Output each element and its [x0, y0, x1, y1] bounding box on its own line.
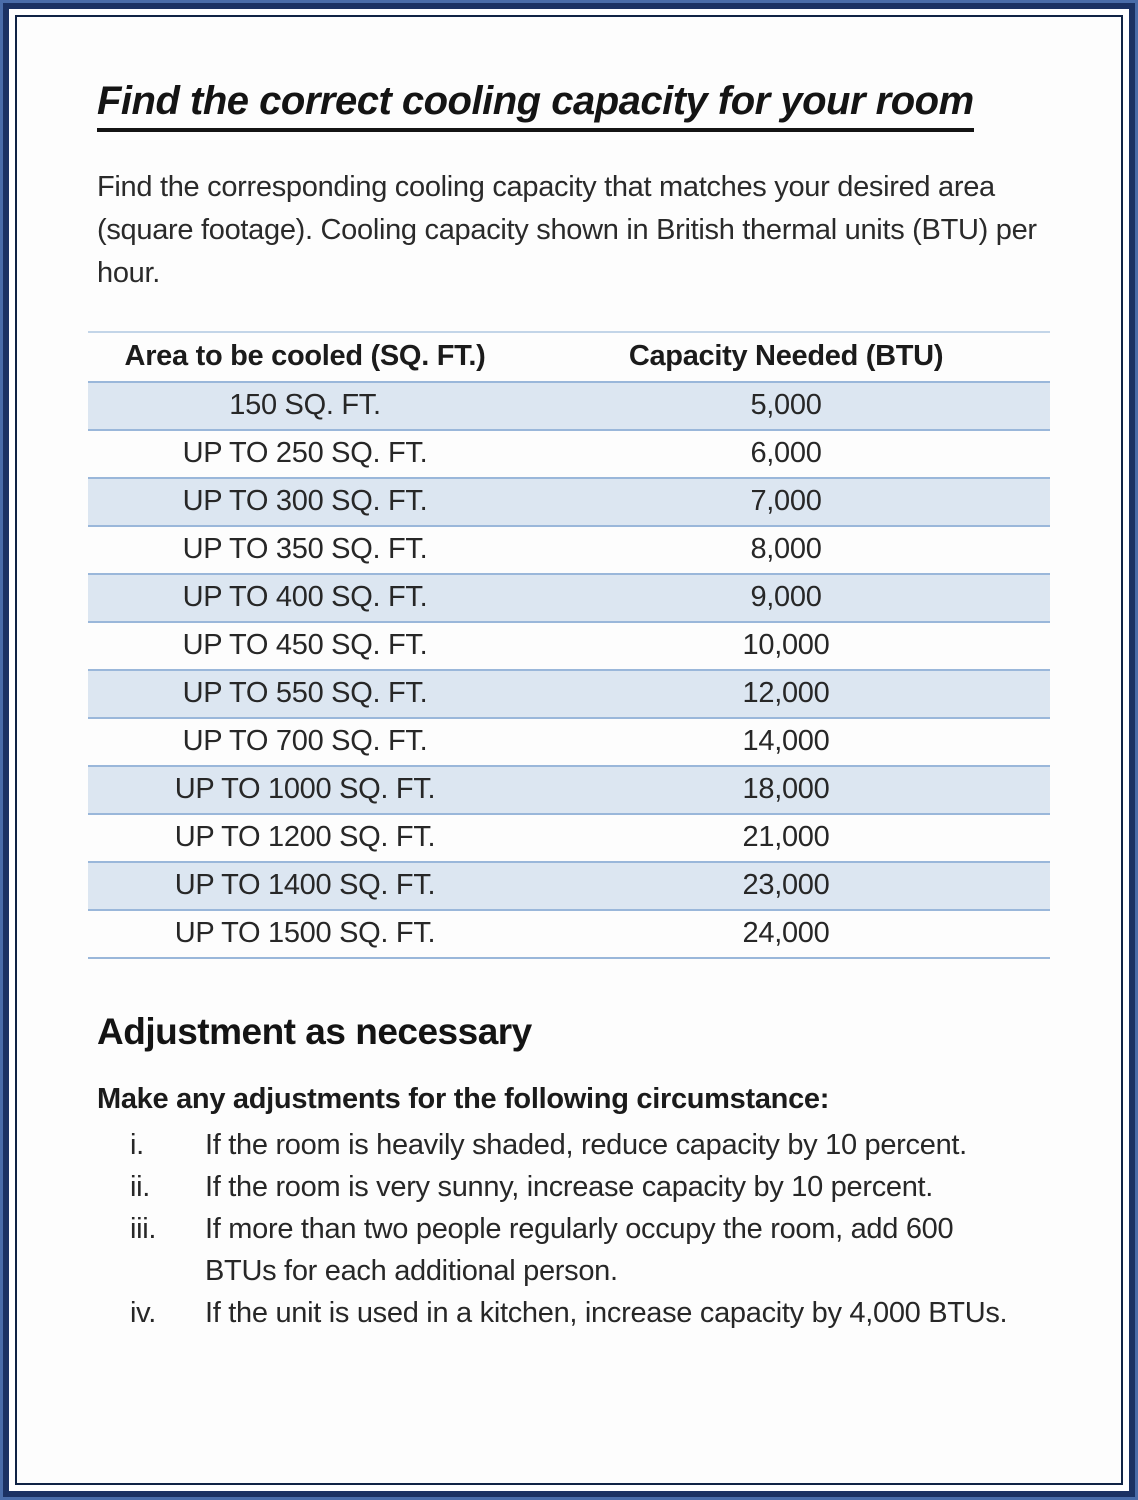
table-row — [88, 814, 1050, 862]
list-item — [97, 1124, 1041, 1166]
list-item — [97, 1292, 1041, 1334]
adjustments-heading: Adjustment as necessary — [97, 1010, 532, 1052]
area-cell: UP TO 400 SQ. FT. — [88, 574, 522, 622]
capacity-cell: 23,000 — [522, 862, 1050, 910]
list-item-text: If the unit is used in a kitchen, increase capacity by 4,000 BTUs. — [205, 1296, 1008, 1329]
intro-paragraph: Find the corresponding cooling capacity that matches your desired area (square footage). Cooling capacity shown in British thermal units (BTU) per hour. — [97, 171, 1037, 289]
page-content — [17, 17, 1121, 1334]
column-header-capacity: Capacity Needed (BTU) — [522, 332, 1050, 382]
adjustments-list — [97, 1124, 1041, 1334]
cooling-capacity-table — [88, 331, 1050, 959]
capacity-cell: 18,000 — [522, 766, 1050, 814]
page-title: Find the correct cooling capacity for your room — [97, 79, 974, 132]
table-row — [88, 382, 1050, 430]
area-cell: 150 SQ. FT. — [88, 382, 522, 430]
column-header-area: Area to be cooled (SQ. FT.) — [88, 332, 522, 382]
capacity-cell: 10,000 — [522, 622, 1050, 670]
table-row — [88, 622, 1050, 670]
area-cell: UP TO 550 SQ. FT. — [88, 670, 522, 718]
table-row — [88, 766, 1050, 814]
capacity-cell: 14,000 — [522, 718, 1050, 766]
list-item — [97, 1166, 1041, 1208]
page-border-inner-line — [15, 15, 1123, 1485]
adjustments-lead: Make any adjustments for the following circumstance: — [97, 1082, 830, 1115]
table-row — [88, 478, 1050, 526]
page-border-navy — [3, 3, 1135, 1497]
capacity-cell: 7,000 — [522, 478, 1050, 526]
area-cell: UP TO 350 SQ. FT. — [88, 526, 522, 574]
list-item-text: If the room is heavily shaded, reduce capacity by 10 percent. — [205, 1128, 967, 1161]
area-cell: UP TO 1200 SQ. FT. — [88, 814, 522, 862]
list-item-numeral: iii. — [130, 1212, 157, 1245]
capacity-cell: 9,000 — [522, 574, 1050, 622]
table-row — [88, 670, 1050, 718]
capacity-cell: 5,000 — [522, 382, 1050, 430]
capacity-cell: 21,000 — [522, 814, 1050, 862]
capacity-cell: 24,000 — [522, 910, 1050, 958]
table-row — [88, 574, 1050, 622]
area-cell: UP TO 300 SQ. FT. — [88, 478, 522, 526]
table-row — [88, 526, 1050, 574]
list-item-text: If more than two people regularly occupy the room, add 600 BTUs for each additional person. — [205, 1212, 954, 1287]
capacity-cell: 6,000 — [522, 430, 1050, 478]
table-row — [88, 718, 1050, 766]
table-header-row — [88, 332, 1050, 382]
area-cell: UP TO 1000 SQ. FT. — [88, 766, 522, 814]
area-cell: UP TO 250 SQ. FT. — [88, 430, 522, 478]
area-cell: UP TO 700 SQ. FT. — [88, 718, 522, 766]
list-item-numeral: i. — [130, 1128, 144, 1161]
area-cell: UP TO 1400 SQ. FT. — [88, 862, 522, 910]
list-item-numeral: iv. — [130, 1296, 156, 1329]
table-row — [88, 910, 1050, 958]
table-row — [88, 430, 1050, 478]
capacity-cell: 8,000 — [522, 526, 1050, 574]
list-item-numeral: ii. — [130, 1170, 151, 1203]
area-cell: UP TO 1500 SQ. FT. — [88, 910, 522, 958]
capacity-cell: 12,000 — [522, 670, 1050, 718]
table-row — [88, 862, 1050, 910]
list-item-text: If the room is very sunny, increase capacity by 10 percent. — [205, 1170, 934, 1203]
area-cell: UP TO 450 SQ. FT. — [88, 622, 522, 670]
list-item — [97, 1208, 1041, 1292]
